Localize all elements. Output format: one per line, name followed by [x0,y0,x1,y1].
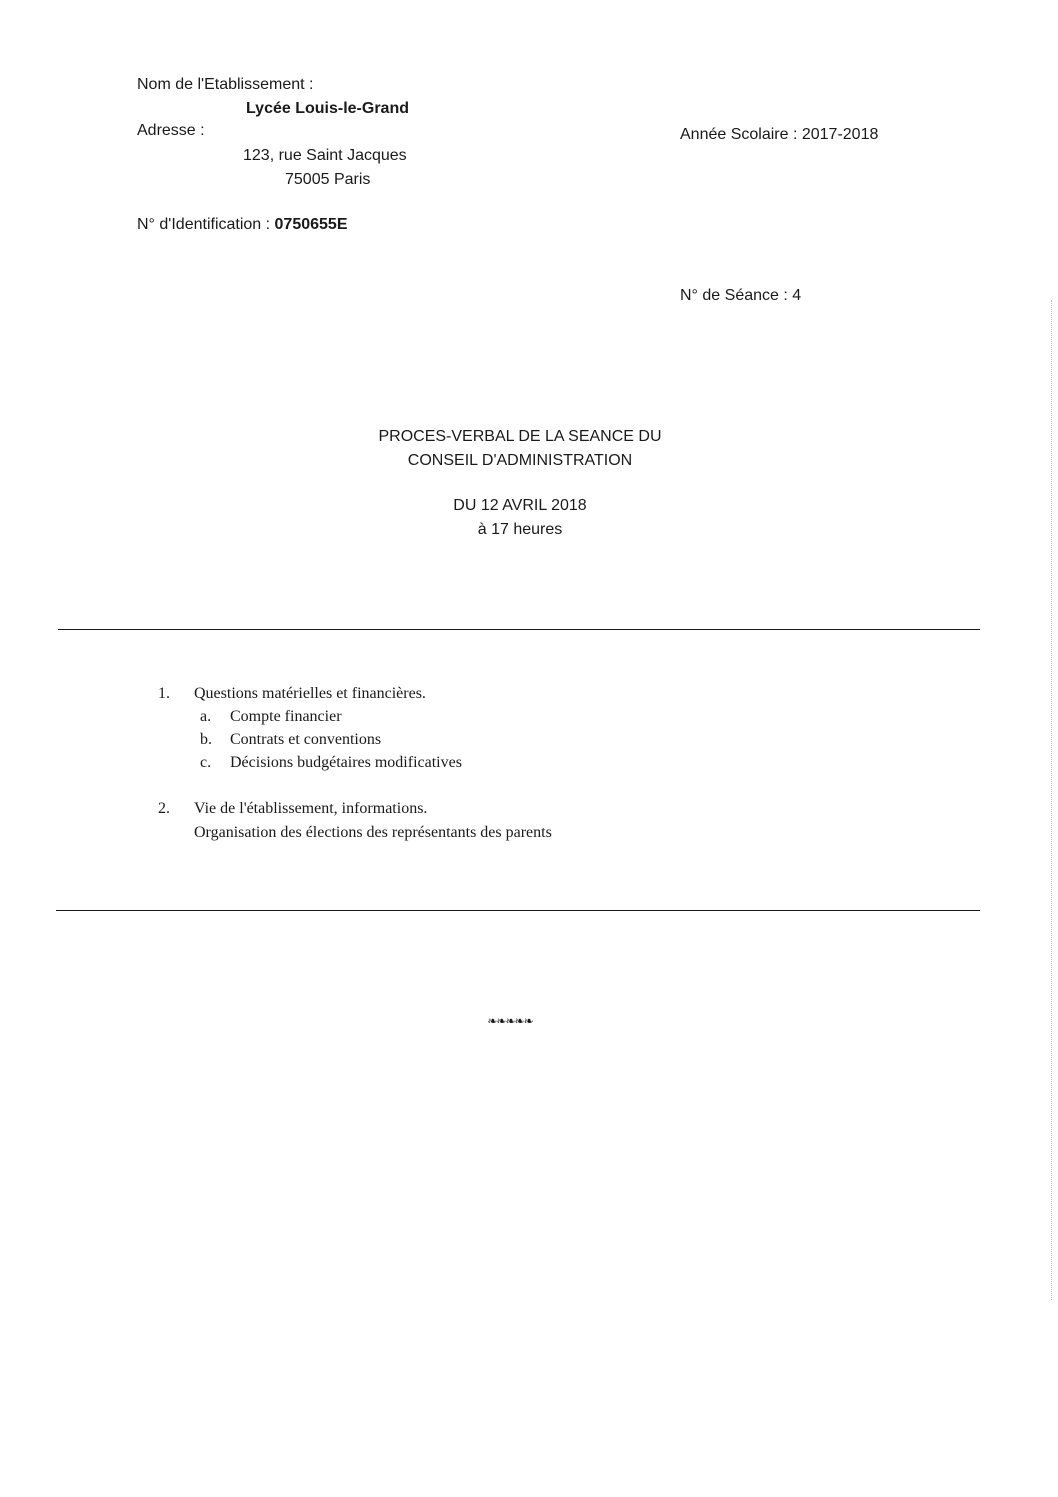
etablissement-label: Nom de l'Etablissement : [137,76,314,93]
agenda-subitem-c-letter: c. [200,754,212,771]
agenda-item-2-detail: Organisation des élections des représentants des parents [194,824,552,841]
session-date-block [300,494,740,542]
agenda-subitem-b-label: Contrats et conventions [230,731,382,748]
agenda-item-2-label: Vie de l'établissement, informations. [194,800,428,817]
agenda-subitem-c-label: Décisions budgétaires modificatives [230,754,462,771]
document-title [300,425,740,473]
adresse-label: Adresse : [137,122,205,139]
identification-value: 0750655E [274,216,348,233]
bottom-divider [56,910,980,911]
decorative-ornament: ❧❧❧❧❧ [487,1014,533,1028]
annee-scolaire: Année Scolaire : 2017-2018 [680,126,879,143]
identification [137,216,348,234]
etablissement-name: Lycée Louis-le-Grand [246,100,409,117]
session-date: DU 12 AVRIL 2018 [453,497,587,514]
session-time: à 17 heures [477,521,563,538]
identification-label: N° d'Identification : [137,216,275,233]
top-divider [58,629,980,630]
scan-edge-line [1051,300,1052,1300]
agenda-subitem-a-letter: a. [200,708,212,725]
agenda-subitem-a-label: Compte financier [230,708,342,725]
seance-number: N° de Séance : 4 [680,287,802,304]
agenda-subitem-b-letter: b. [200,731,212,748]
title-line2: CONSEIL D'ADMINISTRATION [407,452,633,469]
title-line1: PROCES-VERBAL DE LA SEANCE DU [378,428,662,445]
agenda-item-1-number: 1. [158,685,170,702]
adresse-line2: 75005 Paris [285,171,371,188]
agenda-item-1-label: Questions matérielles et financières. [194,685,426,702]
agenda-item-2-number: 2. [158,800,170,817]
adresse-line1: 123, rue Saint Jacques [243,147,407,164]
